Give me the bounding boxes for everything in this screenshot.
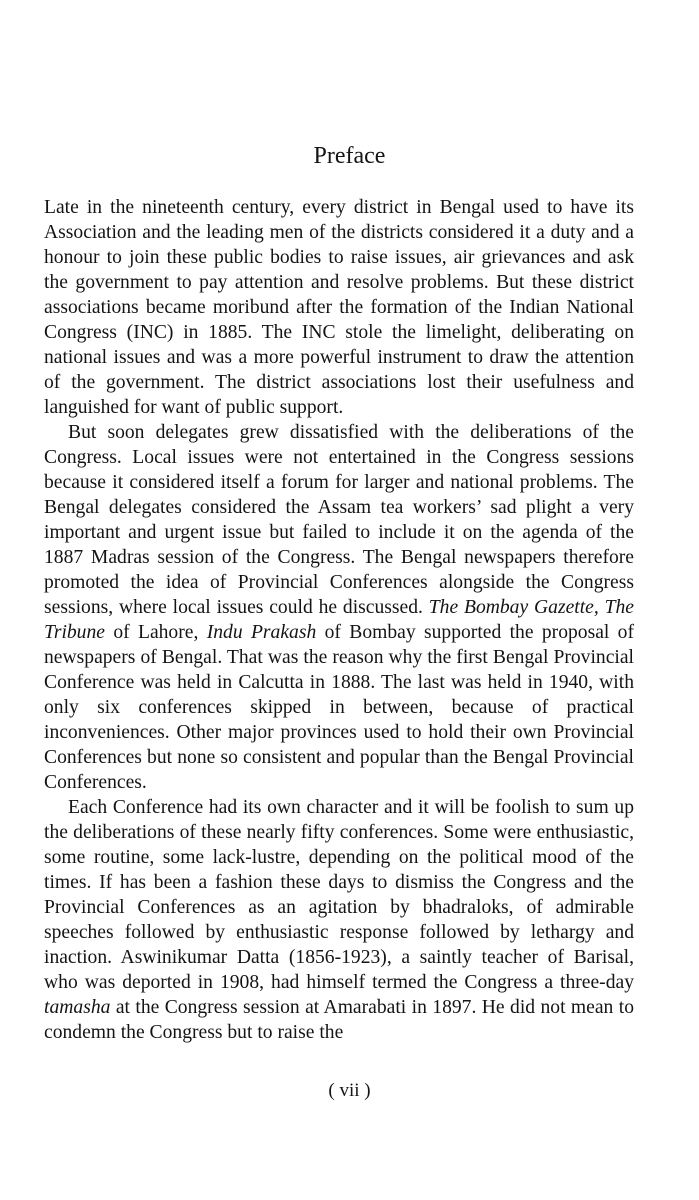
text-run: Late in the nineteenth century, every district in Bengal used to have its Association and the leading men of the districts considered it a duty and a honour to join these public bodies to raise issues, air grievances and ask the government to pay attention and resolve problems. But these district associations became moribund after the formation of the Indian National Congress (INC) in 1885. The INC stole the limelight, deliberating on national issues and was a more powerful instrument to draw the attention of the government. The district associations lost their usefulness and languished for want of public support.: [44, 197, 634, 418]
page-title: Preface: [313, 143, 386, 169]
text-run: But soon delegates grew dissatisfied with the deliberations of the Congress. Local issues were not entertained in the Congress sessions because it considered itself a forum for larger and national problems. The Bengal delegates considered the Assam tea workers’ sad plight a very important and urgent issue but failed to include it on the agenda of the 1887 Madras session of the Congress. The Bengal newspapers therefore promoted the idea of Provincial Conferences alongside the Congress sessions, where local issues could he discussed.: [44, 422, 634, 618]
text-run: at the Congress session at Amarabati in 1897. He did not mean to condemn the Congress but to raise the: [44, 997, 634, 1043]
paragraph-2: [44, 420, 634, 795]
text-run: Each Conference had its own character and it will be foolish to sum up the deliberations of these nearly fifty conferences. Some were enthusiastic, some routine, some lack-lustre, depending on the political mood of the times. If has been a fashion these days to dismiss the Congress and the Provincial Conferences as an agitation by bhadraloks, of admirable speeches followed by enthusiastic response followed by lethargy and inaction. Aswinikumar Datta (1856-1923), a saintly teacher of Barisal, who was deported in 1908, had himself termed the Congress a three-day: [44, 797, 634, 993]
page-number: ( vii ): [328, 1080, 371, 1101]
italic-newspaper-name: Indu Prakash: [206, 622, 317, 643]
italic-term: tamasha: [44, 997, 111, 1018]
text-run: of Lahore,: [104, 622, 207, 643]
preface-body: [44, 195, 634, 1045]
italic-newspaper-names: The Bombay Gazette, The Tribune: [44, 597, 634, 643]
paragraph-3: [44, 795, 634, 1045]
paragraph-1: [44, 195, 634, 420]
text-run: of Bombay supported the proposal of newspapers of Bengal. That was the reason why the first Bengal Provincial Conference was held in Calcutta in 1888. The last was held in 1940, with only six conferences skipped in between, because of practical inconveniences. Other major provinces used to hold their own Provincial Conferences but none so consistent and popular than the Bengal Provincial Conferences.: [44, 622, 635, 793]
